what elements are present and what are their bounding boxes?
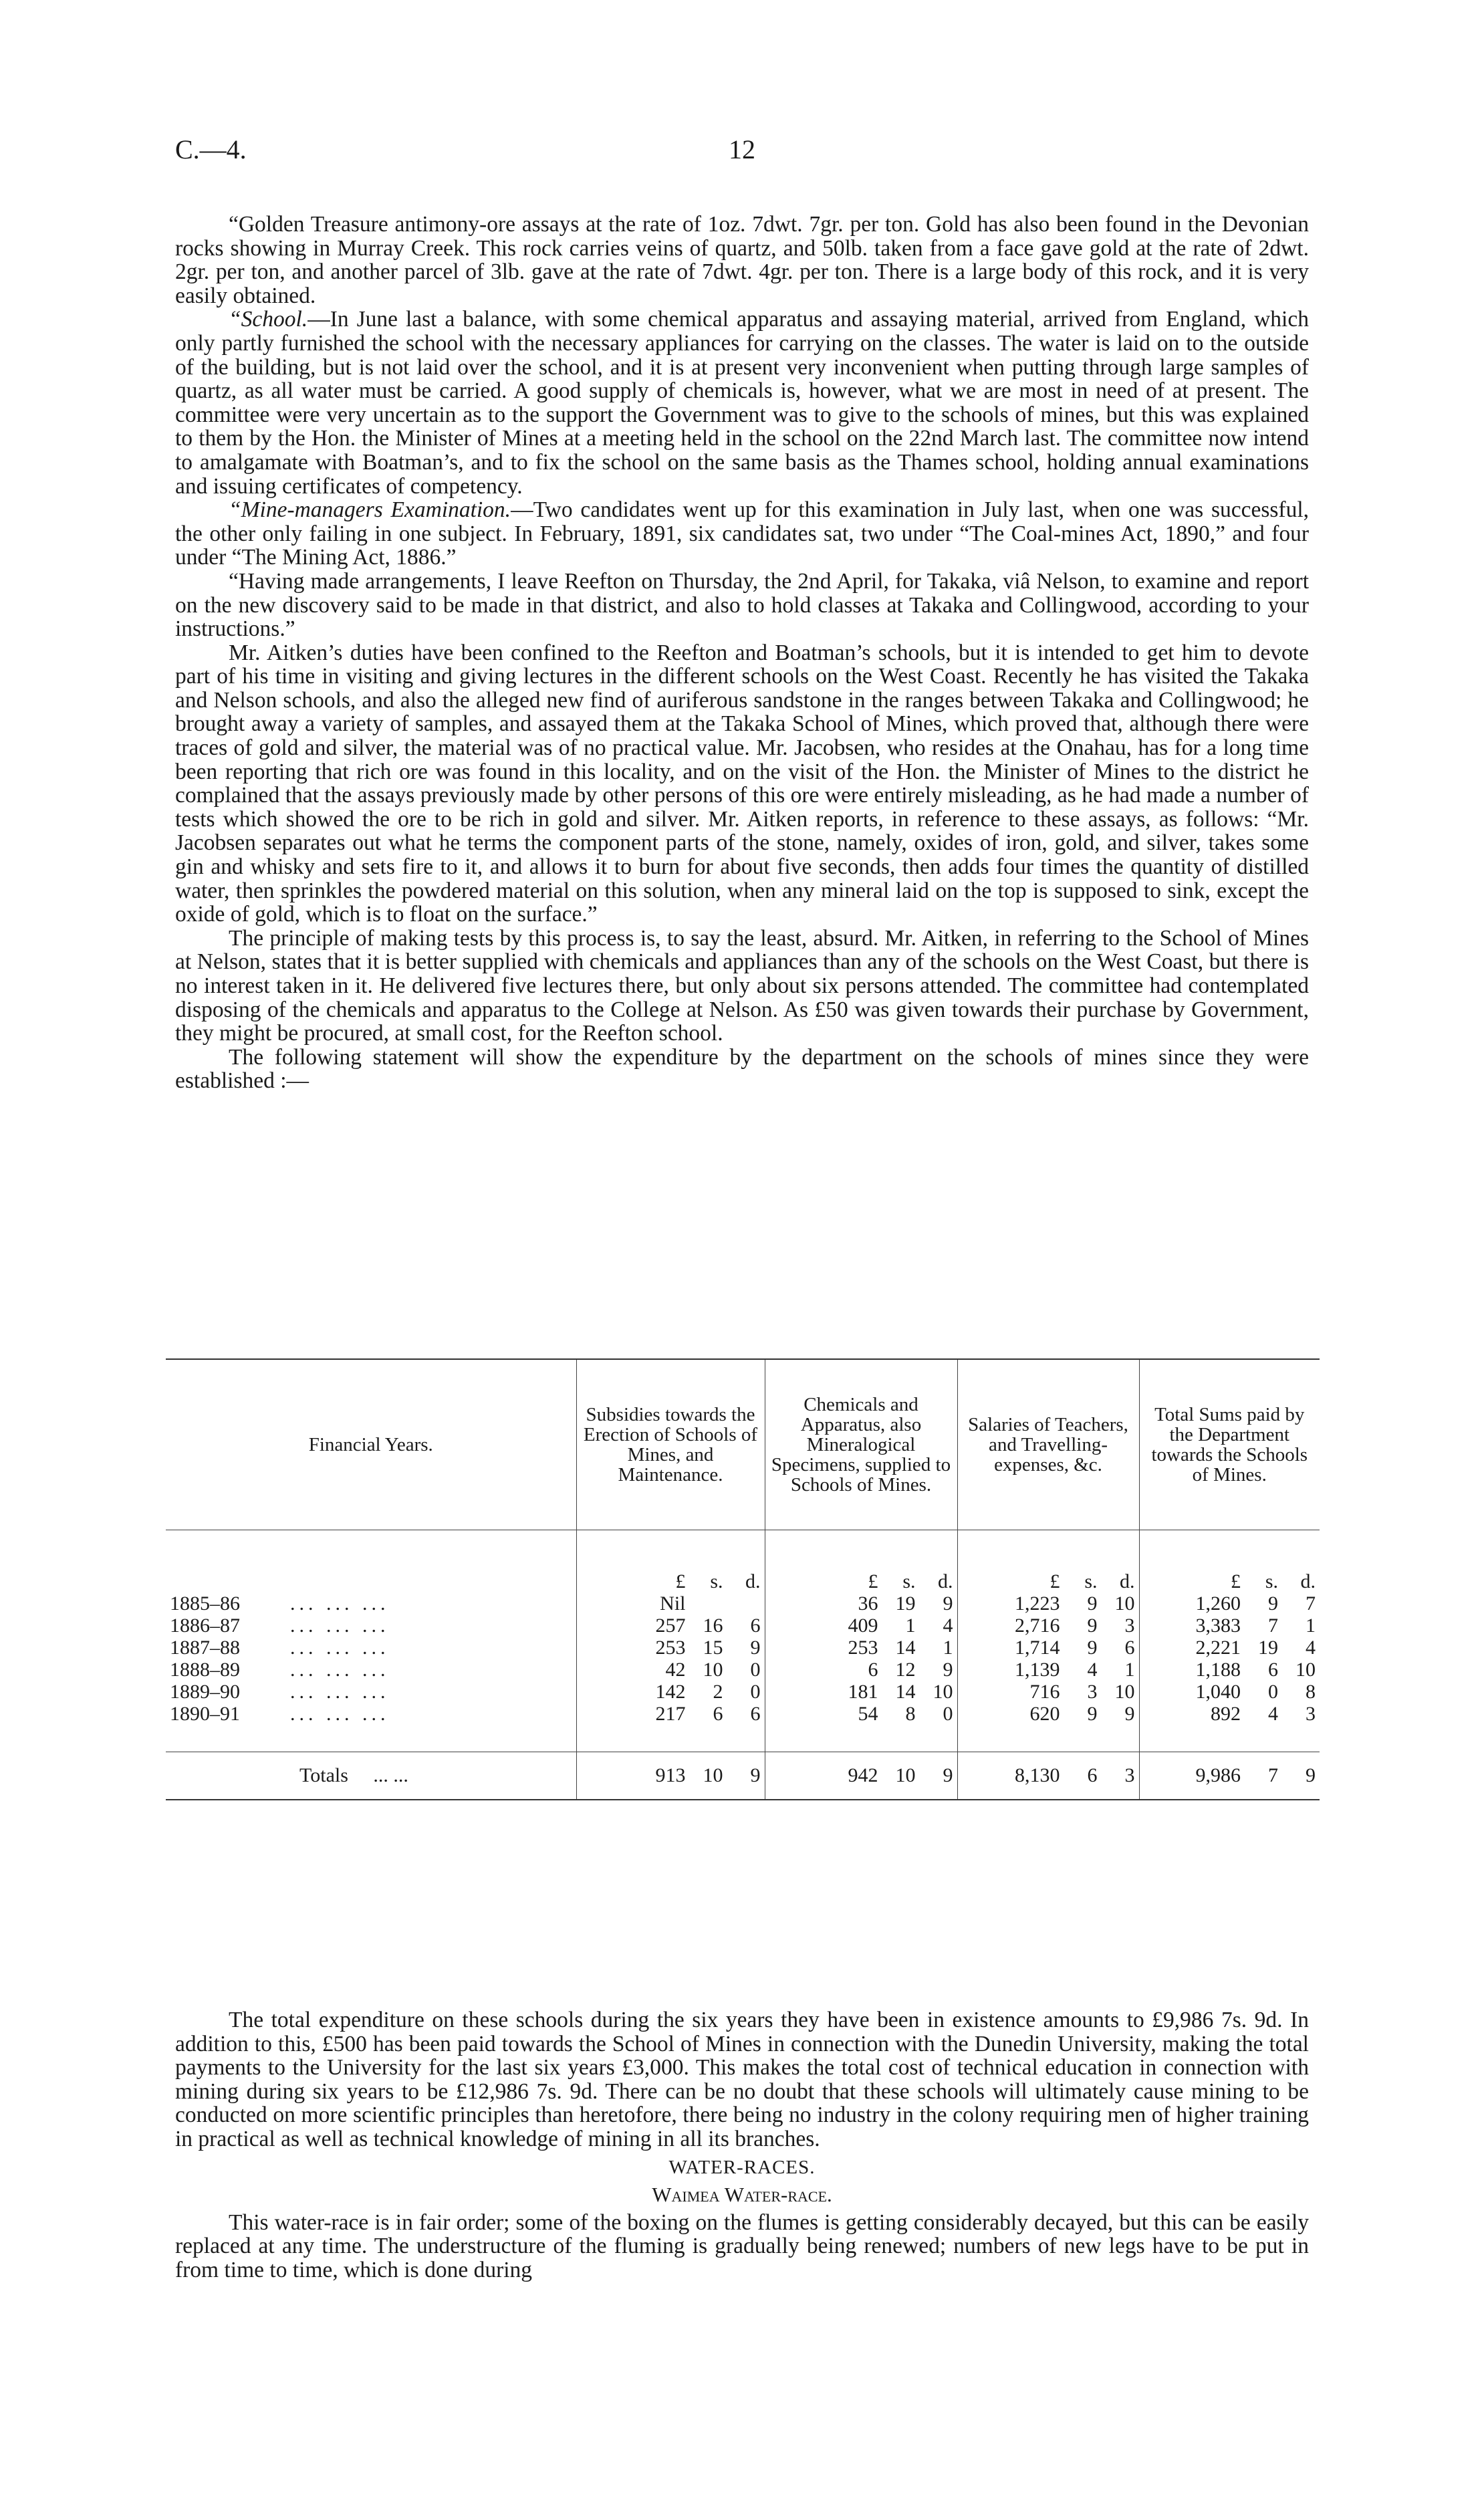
paragraph-principle: The principle of making tests by this process is, to say the least, absurd. Mr. Aitken, in referring to the School of Mines at Nelson, states that it is better supplied with chemicals and appliances than any of the schools on the West Coast, but there is no interest taken in it. He delivered five lectures there, but only about six persons attended. The committee had contemplated disposing of the chemicals and apparatus to the College at Nelson. As £50 was given towards their purchase by Government, they might be procured, at small cost, for the Reefton school. xyxy=(175,925,1309,1046)
lead-mine-managers: “Mine-managers Examination. xyxy=(229,497,511,523)
paragraph-aitken-duties: Mr. Aitken’s duties have been confined to the Reefton and Boatman’s schools, but it is intended to get him to devote part of his time in visiting and giving lectures in the different schools on the West Coast. Recently he has visited the Takaka and Nelson schools, and also the alleged new find of auriferous sandstone in the ranges between Takaka and Collingwood; he brought away a variety of samples, and assayed them at the Takaka School of Mines, which proved that, although there were traces of gold and silver, the material was of no practical value. Mr. Jacobsen, who resides at the Onahau, has for a long time been reporting that rich ore was found in this locality, and on the visit of the Hon. the Minister of Mines to the district he complained that the assays previously made by other persons of this ore were entirely misleading, as he had made a number of tests which showed the ore to be rich in gold and silver. Mr. Aitken reports, in reference to these assays, as follows: “Mr. Jacobsen separates out what he terms the component parts of the stone, namely, oxides of iron, gold, and silver, takes some gin and whisky and sets fire to it, and allows it to burn for about five seconds, then adds four times the quantity of distilled water, then sprinkles the powdered material on this solution, when any mineral laid on the top is supposed to sink, except the oxide of gold, which is to float on the surface.” xyxy=(175,640,1309,927)
table-row: 1885–86 ... ... ... Nil 36 19 9 1,223 9 10 1,260 9 7 xyxy=(166,1592,1320,1615)
lead-school: “School. xyxy=(229,307,308,332)
column-header: Subsidies towards the Erection of Schools of Mines, and Maintenance. xyxy=(576,1359,765,1530)
section-heading: WATER-RACES. xyxy=(668,2156,816,2178)
after-table-text xyxy=(175,2008,1309,2282)
column-header: Total Sums paid by the Department towards the Schools of Mines. xyxy=(1151,1404,1308,1485)
table-row: 1890–91 ... ... ... 217 6 6 54 8 0 620 9 9 892 4 3 xyxy=(166,1703,1320,1725)
subsection-heading: Waimea Water-race. xyxy=(652,2182,832,2206)
totals-row: Totals ... ... 913 10 9 942 10 9 8,130 6 3 9,986 7 9 xyxy=(166,1752,1320,1800)
paragraph-waimea: This water-race is in fair order; some of the boxing on the flumes is getting considerably decayed, but this can be easily replaced at any time. The understructure of the fluming is gradually being renewed; numbers of new legs have to be put in from time to time, which is done during xyxy=(175,2210,1309,2282)
column-header: Financial Years. xyxy=(166,1359,576,1530)
paragraph-school: “School.—In June last a balance, with some chemical apparatus and assaying material, arrived from England, which only partly furnished the school with the necessary appliances for carrying on the classes. The water is laid on to the outside of the building, but is not laid over the school, and it is at present very inconvenient when putting through large samples of quartz, as all water must be carried. A good supply of chemicals is, however, what we are most in need of at present. The committee were very uncertain as to the support the Government was to give to the schools of mines, but this was explained to them by the Hon. the Minister of Mines at a meeting held in the school on the 22nd March last. The committee now intend to amalgamate with Boatman’s, and to fix the school on the same basis as the Thames school, holding annual examinations and issuing certificates of competency. xyxy=(175,307,1309,499)
page-number: 12 xyxy=(729,134,755,164)
paragraph-total-expenditure: The total expenditure on these schools during the six years they have been in existence amounts to £9,986 7s. 9d. In addition to this, £500 has been paid towards the School of Mines in connection with the Dunedin University, making the total payments to the University for the last six years £3,000. This makes the total cost of technical education in connection with mining during six years to be £12,986 7s. 9d. There can be no doubt that these schools will ultimately cause mining to be conducted on more scientific principles than heretofore, there being no industry in the colony requiring men of higher training in practical as well as technical knowledge of mining in all its branches. xyxy=(175,2008,1309,2151)
paragraph-arrangements: “Having made arrangements, I leave Reefton on Thursday, the 2nd April, for Takaka, viâ Nelson, to examine and report on the new discovery said to be made in that district, and also to hold classes at Takaka and Collingwood, according to your instructions.” xyxy=(175,568,1309,642)
totals-label: Totals xyxy=(299,1764,348,1786)
paragraph-statement-intro: The following statement will show the expenditure by the department on the schools of mines since they were established :— xyxy=(175,1044,1309,1094)
table-row: 1888–89 ... ... ... 42 10 0 6 12 9 1,139 4 1 1,188 6 10 xyxy=(166,1659,1320,1681)
paragraph-golden-treasure: “Golden Treasure antimony-ore assays at the rate of 1oz. 7dwt. 7gr. per ton. Gold has also been found in the Devonian rocks showing in Murray Creek. This rock carries veins of quartz, and 50lb. taken from a face gave gold at the rate of 2dwt. 2gr. per ton, and another parcel of 3lb. gave at the rate of 7dwt. 4gr. per ton. There is a large body of this rock, and it is very easily obtained. xyxy=(175,212,1309,308)
report-reference: C.—4. xyxy=(175,134,247,164)
page-header xyxy=(175,134,1309,181)
paragraph-mine-managers: “Mine-managers Examination.—Two candidates went up for this examination in July last, when one was successful, the other only failing in one subject. In February, 1891, six candidates sat, two under “The Coal-mines Act, 1890,” and four under “The Mining Act, 1886.” xyxy=(175,497,1310,570)
column-header: Salaries of Teachers, and Travelling-expenses, &c. xyxy=(957,1359,1139,1530)
table-row: 1887–88 ... ... ... 253 15 9 253 14 1 1,714 9 6 2,221 19 4 xyxy=(166,1637,1320,1659)
expenditure-table xyxy=(166,1358,1320,1800)
body-text xyxy=(175,213,1309,1093)
units-row: £ s. d. £ s. d. £ s. d. £ s. d. xyxy=(166,1530,1320,1593)
column-header: Chemicals and Apparatus, also Mineralogical Specimens, supplied to Schools of Mines. xyxy=(765,1359,957,1530)
table-header-row xyxy=(166,1359,1320,1530)
table-row: 1886–87 ... ... ... 257 16 6 409 1 4 2,716 9 3 3,383 7 1 xyxy=(166,1615,1320,1637)
table-row: 1889–90 ... ... ... 142 2 0 181 14 10 716 3 10 1,040 0 8 xyxy=(166,1681,1320,1703)
